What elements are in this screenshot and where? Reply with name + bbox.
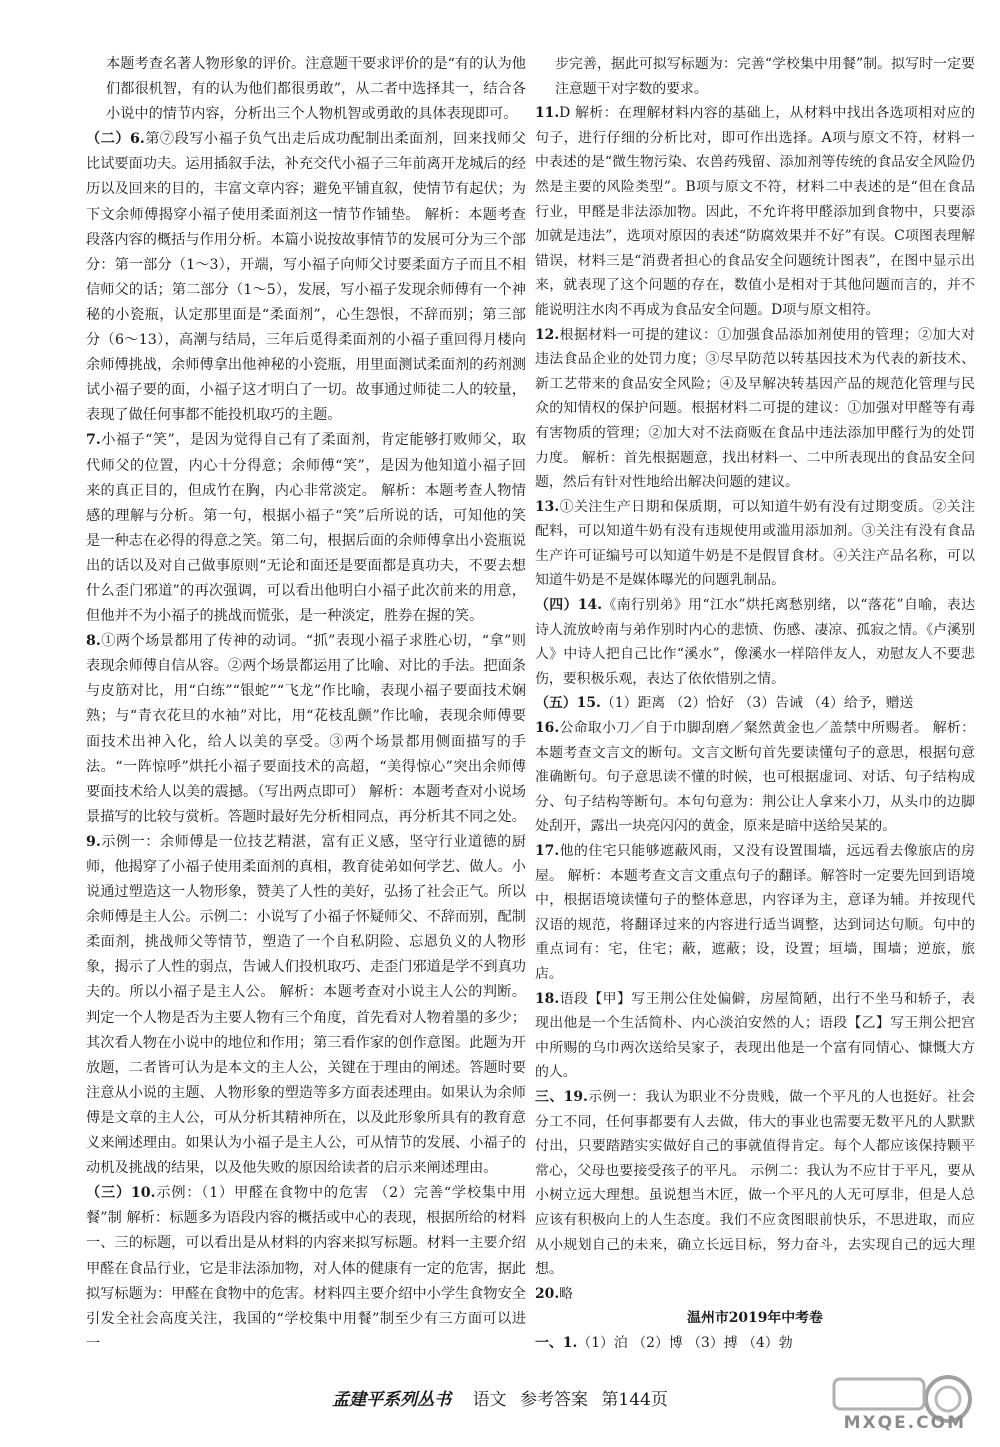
question-number: 三、19.: [535, 1088, 588, 1105]
answer-paragraph: [535, 716, 975, 839]
answer-paragraph: [86, 830, 526, 1181]
answer-text: 略: [559, 1285, 574, 1302]
question-number: 8.: [86, 633, 101, 650]
left-column: [86, 52, 526, 1357]
answer-text: ①两个场景都用了传神的动词。“抓”表现小福子求胜心切，“拿”则表现余师傅自信从容。②两个场景都运用了比喻、对比的手法。把面条与皮筋对比，用“白练”“银蛇”“飞龙”作比喻，表现小福子要面技术娴熟；与“青衣花旦的水袖”对比，用“花枝乱颤”作比喻，表现余师傅要面技术出神入化，给人以美的享受。③两个场景都用侧面描写的手法。“一阵惊呼”烘托小福子要面技术的高超，“美得惊心”突出余师傅要面技术给人以美的震撼。（写出两点即可） 解析：本题考查对小说场景描写的比较与赏析。答题时最好先分析相同点，再分析其不同之处。: [86, 633, 526, 825]
answer-text: 公命取小刀／自于巾脚刮磨／粲然黄金也／盖禁中所赐者。 解析：本题考查文言文的断句。文言文断句首先要读懂句子的意思，根据句意准确断句。句子意思读不懂的时候，也可根据虚词、对话、句子结构成分、句子结构等断句。本句句意为：荆公让人拿来小刀，从头巾的边脚处刮开，露出一块亮闪闪的黄金，原来是暗中送给吴某的。: [535, 720, 975, 835]
answer-paragraph: [86, 428, 526, 629]
question-number: （四）14.: [535, 597, 603, 614]
answer-text: 《南行别弟》用“江水”烘托离愁别绪，以“落花”自喻，表达诗人流放岭南与弟作别时内心的悲愤、伤感、凄凉、孤寂之情。《卢溪别人》中诗人把自己比作“溪水”，像溪水一样陪伴友人，劝慰友人不要悲伤，要积极乐观，表达了依依惜别之情。: [535, 597, 975, 687]
question-number: 20.: [535, 1285, 560, 1302]
answer-text: 语段【甲】写王荆公住处偏僻，房屋简陋，出行不坐马和轿子，表现出他是一个生活简朴、内心淡泊安然的人；语段【乙】写王荆公把宫中所赐的乌巾两次送给吴家子，表现出他是一个富有同情心、慷慨大方的人。: [535, 990, 975, 1081]
answer-paragraph: [535, 1085, 975, 1282]
answer-paragraph: [535, 691, 975, 716]
answer-paragraph: [535, 839, 975, 987]
answer-paragraph: [535, 1331, 975, 1356]
answer-paragraph: [535, 495, 975, 593]
answer-paragraph: [535, 52, 975, 101]
question-number: 13.: [535, 498, 560, 515]
question-number: （三）10.: [86, 1185, 156, 1202]
section-title: 温州市2019年中考卷: [687, 1310, 823, 1327]
question-number: 11.: [535, 105, 560, 122]
subject-label: 语文: [472, 1390, 507, 1410]
watermark-text: MXQE.COM: [843, 1413, 966, 1433]
answer-paragraph: [86, 629, 526, 830]
answer-paragraph: [535, 323, 975, 495]
answer-paragraph: [86, 127, 526, 428]
series-name: 孟建平系列丛书: [332, 1390, 452, 1410]
answer-text: 根据材料一可提的建议：①加强食品添加剂使用的管理；②加大对违法食品企业的处罚力度；③尽早防范以转基因技术为代表的新技术、新工艺带来的食品安全风险；④及早解决转基因产品的规范化管理与民众的知情权的保护问题。根据材料二可提的建议：①加强对甲醛等有毒有害物质的管理；②加大对不法商贩在食品中违法添加甲醛行为的处罚力度。 解析：首先根据题意，找出材料一、二中所表现出的食品安全问题，然后有针对性地给出解决问题的建议。: [535, 326, 975, 491]
answer-text: 示例一：余师傅是一位技艺精湛，富有正义感，坚守行业道德的厨师，他揭穿了小福子使用柔面剂的真相，教育徒弟如何学艺、做人。小说通过塑造这一人物形象，赞美了人性的美好，弘扬了社会正气。所以余师傅是主人公。示例二：小说写了小福子怀疑师父、不辞而别，配制柔面剂，挑战师父等情节，塑造了一个自私阴险、忘恩负义的人物形象，揭示了人性的弱点，告诫人们投机取巧、走歪门邪道是学不到真功夫的。所以小福子是主人公。 解析：本题考查对小说主人公的判断。判定一个人物是否为主要人物有三个角度，首先看对人物着墨的多少；其次看人物在小说中的地位和作用；第三看作家的创作意图。此题为开放题，二者皆可认为是本文的主人公，关键在于理由的阐述。答题时要注意从小说的主题、人物形象的塑造等多方面表述理由。如果认为余师傅是文章的主人公，可从分析其精神所在，以及此形象所具有的教育意义来阐述理由。如果认为小福子是主人公，可从情节的发展、小福子的动机及挑战的结果，以及他失败的原因给读者的启示来阐述理由。: [86, 833, 526, 1177]
question-number: 7.: [86, 432, 101, 449]
answer-text: 示例一：我认为职业不分贵贱，做一个平凡的人也挺好。社会分工不同，任何事都要有人去做，伟大的事业也需要无数平凡的人默默付出，只要踏踏实实做好自己的事就值得肯定。每个人都应该保持颗平常心，父母也要接受孩子的平凡。 示例二：我认为不应甘于平凡，要从小树立远大理想。虽说想当木匠，做一个平凡的人无可厚非，但是人总应该有积极向上的人生态度。我们不应贪图眼前快乐，不思进取，而应从小规划自己的未来，确立长远目标，努力奋斗，去实现自己的远大理想。: [535, 1088, 975, 1278]
answer-paragraph: [86, 1181, 526, 1357]
question-number: 17.: [535, 843, 560, 859]
answer-text: D 解析：在理解材料内容的基础上，从材料中找出各选项相对应的句子，进行仔细的分析比对，即可作出选择。A项与原文不符，材料一中表述的是“微生物污染、农兽药残留、添加剂等传统的食品安全风险仍然是主要的风险类型”。B项与原文不符，材料二中表述的是“但在食品行业，甲醛是非法添加物。因此，不允许将甲醛添加到食物中，只要添加就是违法”，选项对原因的表述“防腐效果并不好”有误。C项图表理解错误，材料三是“消费者担心的食品安全问题统计图表”，在图中显示出来，就表现了这个问题的存在，数值小是相对于其他问题而言的，并不能说明注水肉不再成为食品安全问题。D项与原文相符。: [535, 105, 975, 318]
answer-text: 本题考查名著人物形象的评价。注意题干要求评价的是“有的认为他们都很机智，有的认为他们都很勇敢”，从二者中选择其一，结合各小说中的情节内容，分析出三个人物机智或勇敢的具体表现即可。: [106, 56, 526, 123]
answers-label: 参考答案: [519, 1390, 588, 1410]
question-number: 9.: [86, 833, 101, 850]
answer-text: 小福子“笑”，是因为觉得自己有了柔面剂，肯定能够打败师父，取代师父的位置，内心十分得意；余师傅“笑”，是因为他知道小福子回来的真正目的，但成竹在胸，内心非常淡定。 解析：本题考查人物情感的理解与分析。第一句，根据小福子“笑”后所说的话，可知他的笑是一种志在必得的得意之笑。第二句，根据后面的余师傅拿出小瓷瓶说出的话以及对自己做事原则“无论和面还是要面都是真功夫，不要去想什么歪门邪道”的再次强调，可以看出他明白小福子此次前来的用意，但他并不为小福子的挑战而慌张，是一种淡定，胜券在握的笑。: [86, 432, 526, 625]
answer-paragraph: [86, 52, 526, 127]
answer-text: 步完善，据此可拟写标题为：完善“学校集中用餐”制。拟写时一定要注意题干对字数的要求。: [555, 56, 975, 97]
answer-paragraph: [535, 987, 975, 1085]
question-number: （二）6.: [86, 131, 145, 148]
answer-text: 他的住宅只能够遮蔽风雨，又没有设置围墙，远远看去像旅店的房屋。 解析：本题考查文言文重点句子的翻译。解答时一定要先回到语境中，根据语境读懂句子的整体意思，内容译为主，意译为辅。并按现代汉语的规范，将翻译过来的内容进行适当调整，达到词达句顺。句中的重点词有：宅，住宅；蔽，遮蔽；设，设置；垣墙，围墙；逆旅，旅店。: [535, 843, 975, 982]
question-number: （五）15.: [535, 695, 601, 712]
answer-text: （1）泊 （2）博 （3）搏 （4）勃: [577, 1334, 793, 1351]
answer-text: （1）距离 （2）恰好 （3）告诫 （4）给予，赠送: [600, 695, 914, 712]
answer-paragraph: [535, 1282, 975, 1307]
answer-text: 第⑦段写小福子负气出走后成功配制出柔面剂，回来找师父比试要面功夫。运用插叙手法，补充交代小福子三年前离开龙城后的经历以及回来的目的，丰富文章内容；避免平铺直叙，使情节有起伏；为下文余师傅揭穿小福子使用柔面剂这一情节作铺垫。 解析：本题考查段落内容的概括与作用分析。本篇小说按故事情节的发展可分为三个部分：第一部分（1～3），开端，写小福子向师父讨要柔面方子而且不相信师父的话；第二部分（1～5），发展，写小福子发现余师傅有一个神秘的小瓷瓶，认定那里面是“柔面剂”，心生怨恨，不辞而别；第三部分（6～13），高潮与结局，三年后觅得柔面剂的小福子重回得月楼向余师傅挑战，余师傅拿出他神秘的小瓷瓶，用里面测试柔面剂的药剂测试小福子要的面，小福子这才明白了一切。故事通过师徒二人的较量，表现了做任何事都不能投机取巧的主题。: [86, 131, 526, 424]
answer-text: ①关注生产日期和保质期，可以知道牛奶有没有过期变质。②关注配料，可以知道牛奶有没有违规使用或滥用添加剂。③关注有没有食品生产许可证编号可以知道牛奶是不是假冒食材。④关注产品名称，可以知道牛奶是不是媒体曝光的问题乳制品。: [535, 498, 975, 589]
question-number: 16.: [535, 720, 560, 737]
question-number: 12.: [535, 326, 560, 343]
page-number: 第144页: [601, 1390, 668, 1410]
answer-paragraph: [535, 593, 975, 691]
answer-text: 示例：（1）甲醛在食物中的危害 （2）完善“学校集中用餐”制 解析：标题多为语段内容的概括或中心的表现，根据所给的材料一、三的标题，可以看出是从材料的内容来拟写标题。材料一主要介绍甲醛在食品行业，它是非法添加物，对人体的健康有一定的危害，据此拟写标题为：甲醛在食物中的危害。材料四主要介绍中小学生食物安全引发全社会高度关注，我国的“学校集中用餐”制至少有三方面可以进一: [86, 1185, 527, 1352]
right-column: [535, 52, 975, 1355]
question-number: 一、1.: [535, 1334, 578, 1351]
question-number: 18.: [535, 990, 560, 1007]
answer-paragraph: [535, 101, 975, 322]
